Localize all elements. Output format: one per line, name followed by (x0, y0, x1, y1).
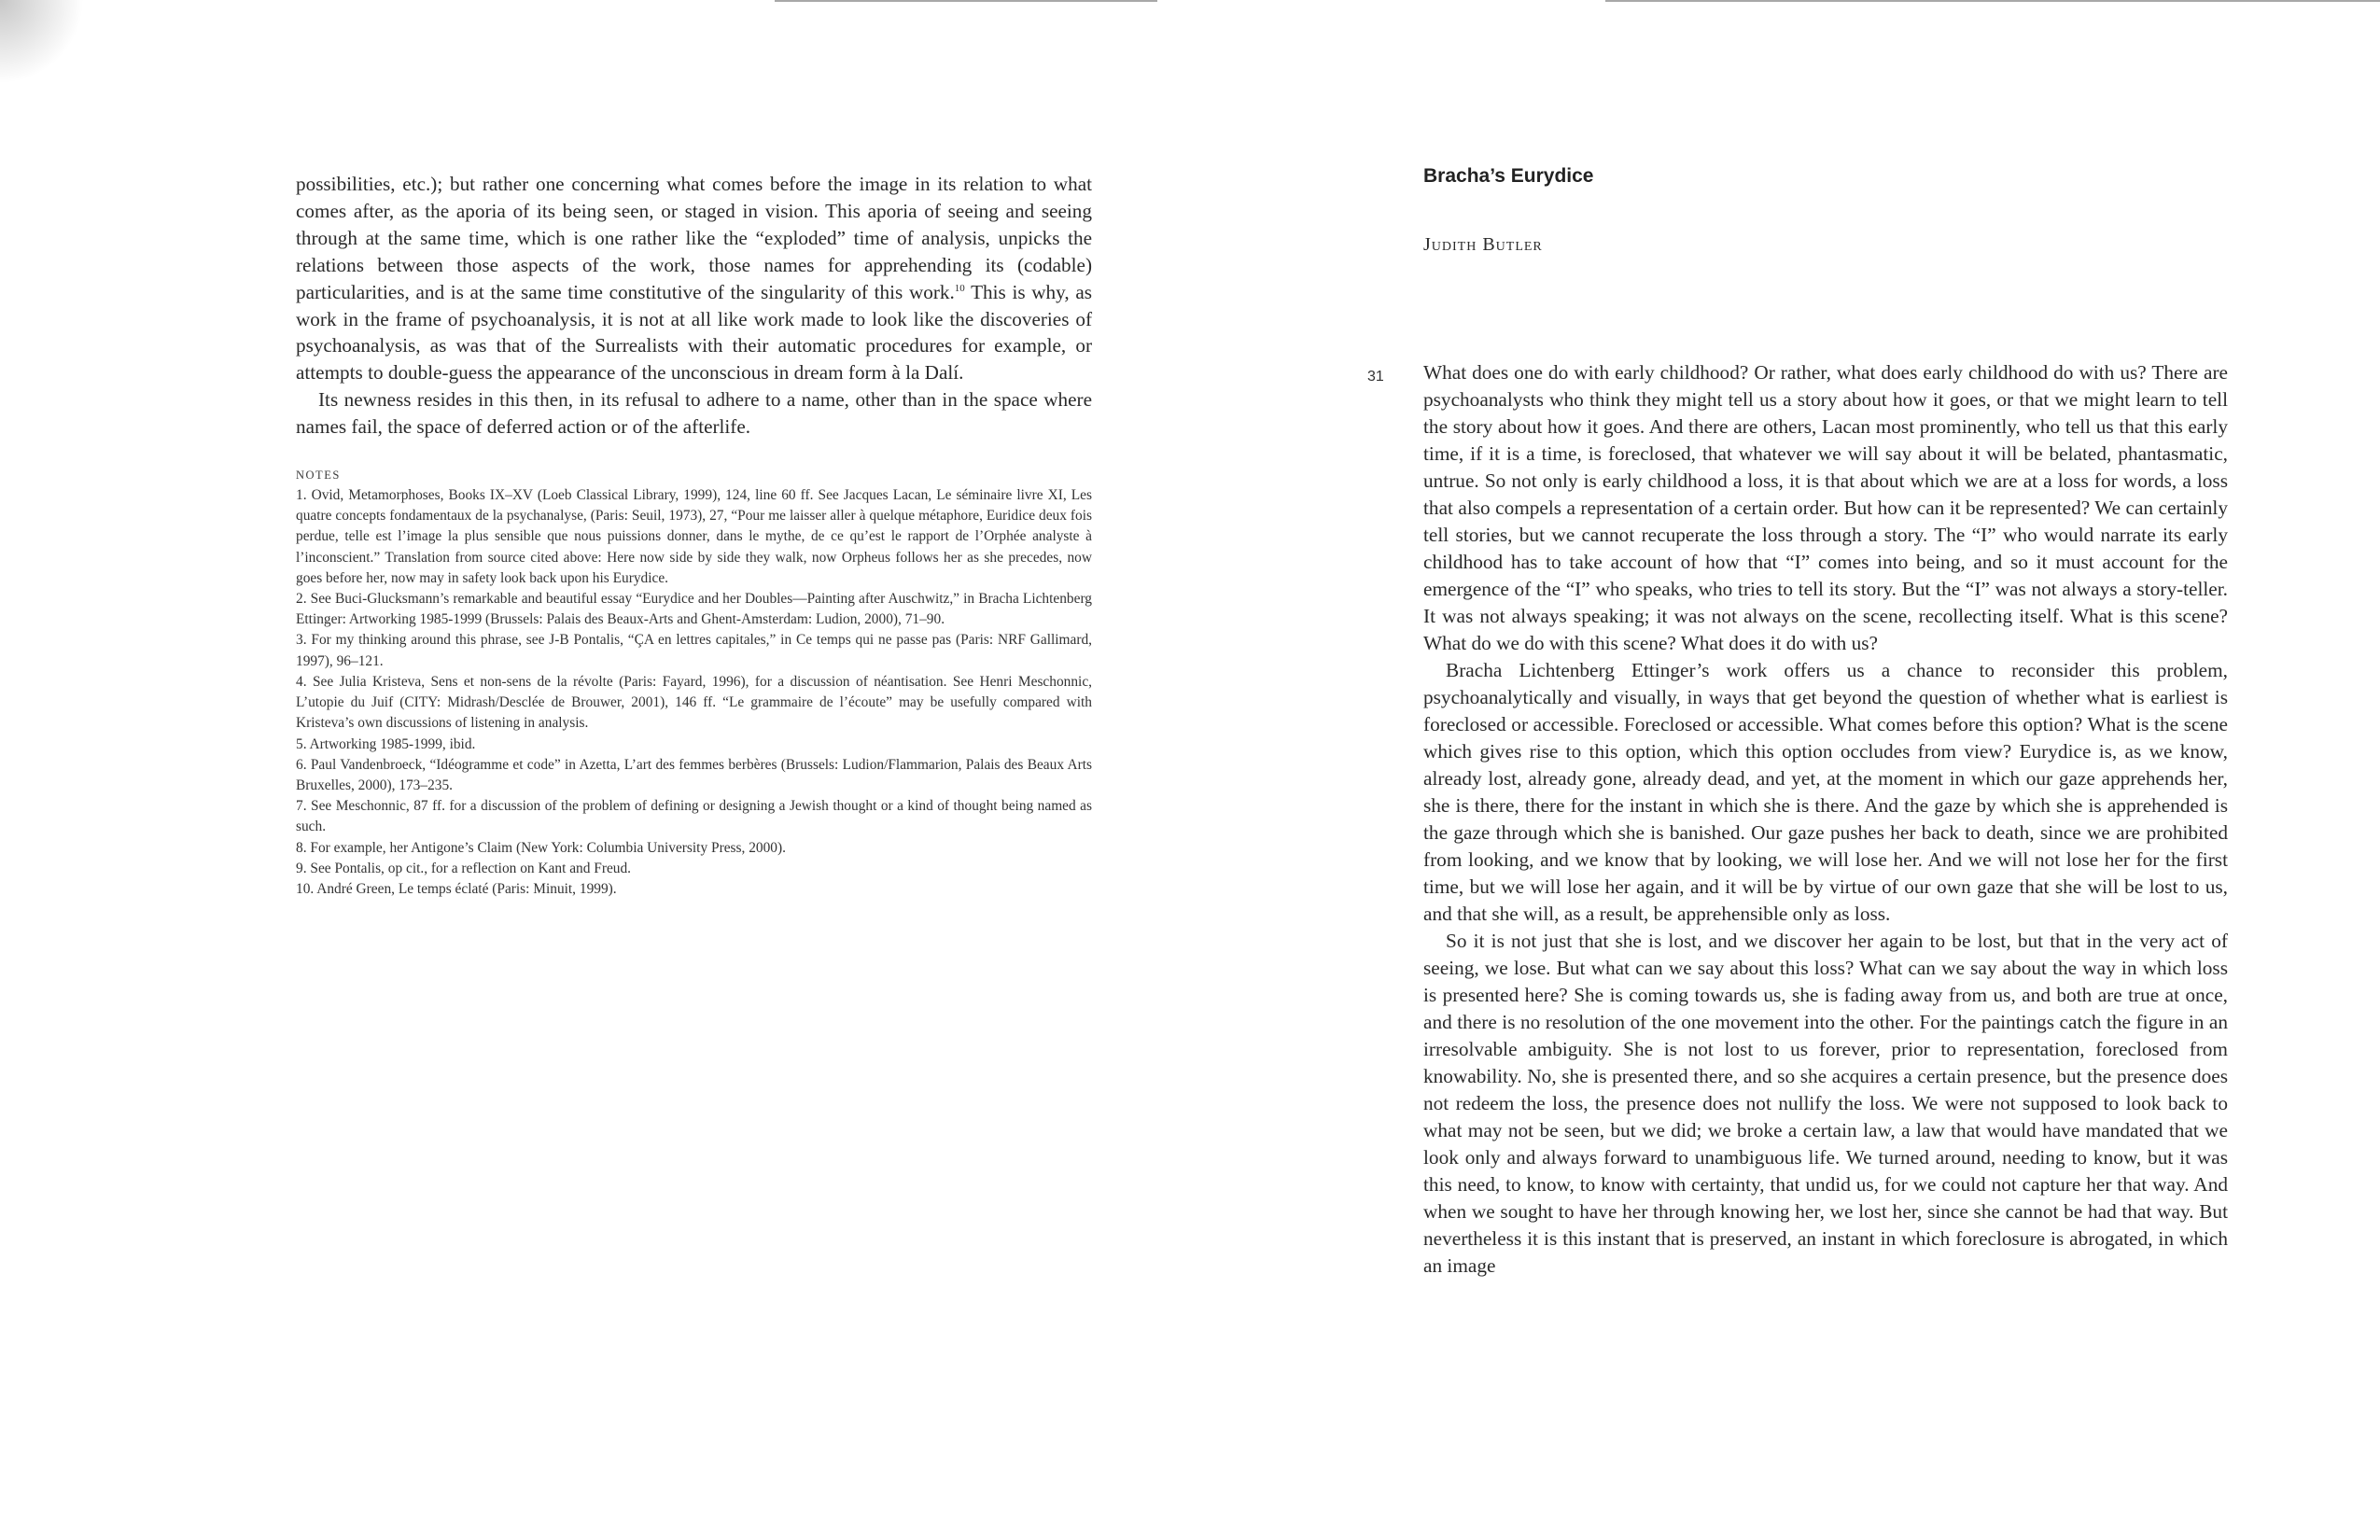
note-5: 5. Artworking 1985-1999, ibid. (296, 735, 476, 752)
note-4: 4. See Julia Kristeva, Sens et non-sens de la révolte (Paris: Fayard, 1996), for a discussion of néantisation. See Henri Meschonnic, L’utopie du Juif (CITY: Midrash/Desclée de Brouwer, 2001), 146 ff. “Le grammaire de l’écoute” may be usefully compared with Kristeva’s own discussions of listening in analysis. (296, 673, 1092, 732)
scan-shadow (0, 0, 84, 84)
top-rule-right (1605, 0, 2380, 2)
note-8: 8. For example, her Antigone’s Claim (New York: Columbia University Press, 2000). (296, 839, 786, 856)
page-number: 31 (1367, 369, 1384, 385)
note-10: 10. André Green, Le temps éclaté (Paris: Minuit, 1999). (296, 880, 617, 897)
author-name: Judith Butler (1423, 234, 1543, 255)
left-paragraph-2: Its newness resides in this then, in its refusal to adhere to a name, other than in the space where names fail, the space of deferred action or of the afterlife. (296, 388, 1092, 439)
right-paragraph-3: So it is not just that she is lost, and we discover her again to be lost, but that in the very act of seeing, we lose. But what can we say about this loss? What can we say about the way in which loss is presented here? She is coming towards us, she is fading away from us, and both are true at once, and there is no resolution of the one movement into the other. For the paintings catch the figure in an irresolvable ambiguity. She is not lost to us forever, prior to representation, foreclosed from knowability. No, she is presented there, and so she acquires a certain presence, but the presence does not redeem the loss, the presence does not nullify the loss. We were not supposed to look back to what may not be seen, but we did; we broke a certain law, a law that would have mandated that we look only and always forward to unambiguous life. We turned around, needing to know, but it was this need, to know, to know with certainty, that undid us, for we could not capture her that way. And when we sought to have her through knowing her, we lost her, since she cannot be had that way. But nevertheless it is this instant that is preserved, an instant in which foreclosure is abrogated, in which an image (1423, 930, 2228, 1277)
notes-heading: NOTES (296, 469, 341, 483)
left-paragraph-1 (296, 171, 1092, 386)
footnote-marker: 10 (954, 282, 965, 294)
article-title: Bracha’s Eurydice (1423, 165, 1594, 187)
top-rule-left (775, 0, 1157, 2)
article-body (1423, 359, 2228, 1280)
note-6: 6. Paul Vandenbroeck, “Idéogramme et code” in Azetta, L’art des femmes berbères (Brussels: Ludion/Flammarion, Palais des Beaux Arts Bruxelles, 2000), 173–235. (296, 756, 1092, 793)
note-1: 1. Ovid, Metamorphoses, Books IX–XV (Loeb Classical Library, 1999), 124, line 60 ff. See Jacques Lacan, Le séminaire livre XI, Les quatre concepts fondamentaux de la psychanalyse, (Paris: Seuil, 1973), 27, “Pour me laisser aller à quelque métaphore, Euridice deux fois perdue, telle est l’image la plus sensible que nous puissions donner, dans le mythe, de ce qu’est le rapport de l’Orphée analyste à l’inconscient.” Translation from source cited above: Here now side by side they walk, now Orpheus follows her as she precedes, now goes before her, now may in safety look back upon his Eurydice. (296, 487, 1092, 586)
left-paragraph-1-cont: This is why, as work in the frame of psychoanalysis, it is not at all like work made to look like the discoveries of psychoanalysis, as was that of the Surrealists with their automatic procedures for example, or attempts to double-guess the appearance of the unconscious in dream form à la Dalí. (296, 280, 1092, 385)
notes-section (296, 469, 1092, 900)
right-paragraph-2: Bracha Lichtenberg Ettinger’s work offers us a chance to reconsider this problem, psychoanalytically and visually, in ways that get beyond the question of whether what is earliest is foreclosed or accessible. Foreclosed or accessible. What comes before this option? What is the scene which gives rise to this option, which this option occludes from view? Eurydice is, as we know, already lost, already gone, already dead, and yet, at the moment in which our gaze apprehends her, she is there, there for the instant in which she is there. And the gaze by which she is apprehended is the gaze through which she is banished. Our gaze pushes her back to death, since we are prohibited from looking, and we know that by looking, we will lose her. And we will not lose her for the first time, but we will lose her again, and it will be by virtue of our own gaze that she will be lost to us, and that she will, as a result, be apprehensible only as loss. (1423, 659, 2228, 925)
left-paragraph-1-text: possibilities, etc.); but rather one concerning what comes before the image in its relation to what comes after, as the aporia of its being seen, or staged in vision. This aporia of seeing and seeing through at the same time, which is one rather like the “exploded” time of analysis, unpicks the relations between those aspects of the work, those names for apprehending its (codable) particularities, and is at the same time constitutive of the singularity of this work. (296, 173, 1092, 303)
note-3: 3. For my thinking around this phrase, see J-B Pontalis, “ÇA en lettres capitales,” in Ce temps qui ne passe pas (Paris: NRF Gallimard, 1997), 96–121. (296, 632, 1092, 669)
note-7: 7. See Meschonnic, 87 ff. for a discussion of the problem of defining or designing a Jewish thought or a kind of thought being named as such. (296, 798, 1092, 835)
note-2: 2. See Buci-Glucksmann’s remarkable and beautiful essay “Eurydice and her Doubles—Painting after Auschwitz,” in Bracha Lichtenberg Ettinger: Artworking 1985-1999 (Brussels: Palais des Beaux-Arts and Ghent-Amsterdam: Ludion, 2000), 71–90. (296, 591, 1092, 628)
right-page (1423, 165, 2228, 1277)
right-paragraph-1: What does one do with early childhood? Or rather, what does early childhood do with us? There are psychoanalysts who think they might tell us a story about how it goes, or that we might learn to tell the story about how it goes. And there are others, Lacan most prominently, who tell us that this early time, if it is a time, is foreclosed, that whatever we will say about it will be belated, phantasmatic, untrue. So not only is early childhood a loss, it is that about which we are at a loss for words, a loss that also compels a representation of a certain order. But how can it be represented? We can certainly tell stories, but we cannot recuperate the loss through a story. The “I” who would narrate its early childhood has to take account of how that “I” comes into being, and so it must account for the emergence of the “I” who speaks, who tries to tell its story. But the “I” was not always a story-teller. It was not always speaking; it was not always on the scene, recollecting itself. What is this scene? What do we do with this scene? What does it do with us? (1423, 361, 2228, 654)
left-page (296, 171, 1092, 900)
note-9: 9. See Pontalis, op cit., for a reflection on Kant and Freud. (296, 860, 632, 876)
